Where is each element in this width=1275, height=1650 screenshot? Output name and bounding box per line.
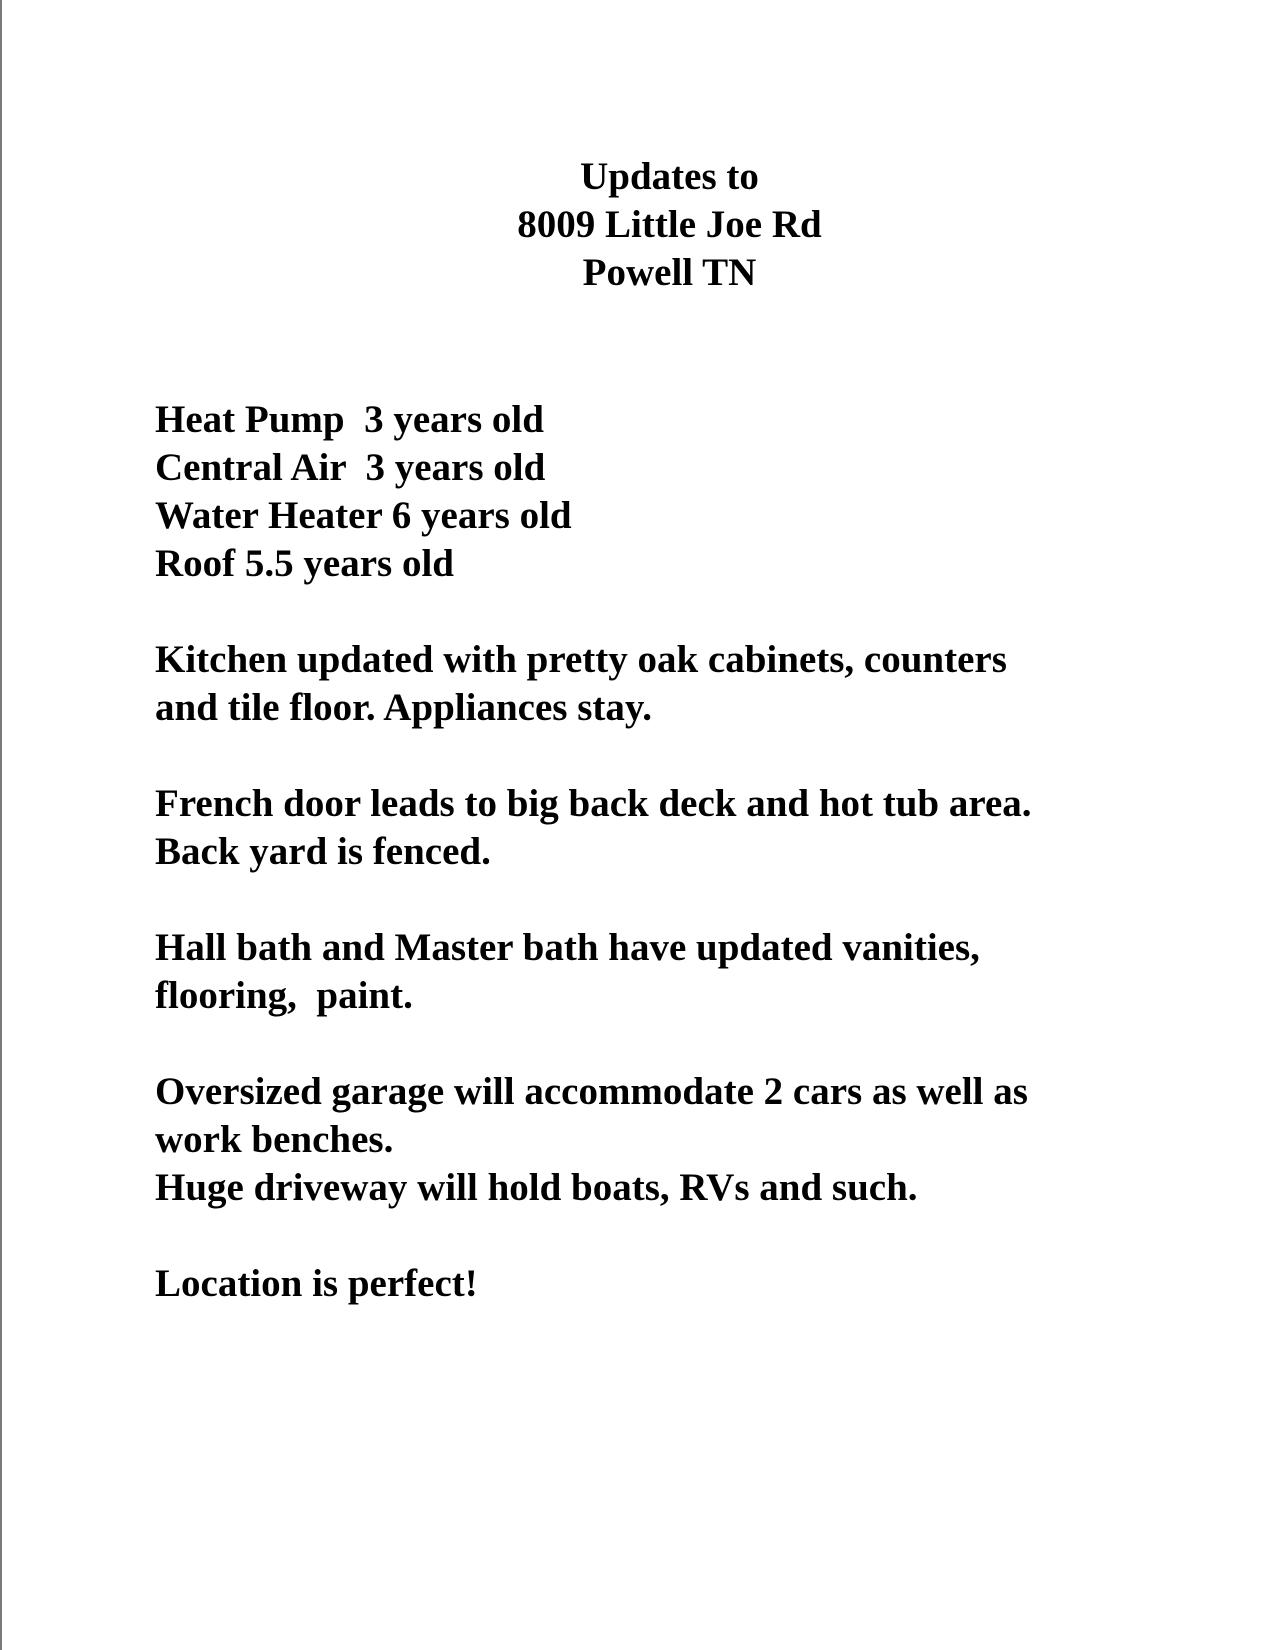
document-body [155, 396, 1155, 1308]
paragraph-gap [155, 1212, 1155, 1260]
closing-line: Location is perfect! [155, 1262, 478, 1305]
paragraph-line: Kitchen updated with pretty oak cabinets, counters [155, 638, 1007, 681]
water-heater-age: Water Heater 6 years old [155, 494, 572, 537]
paragraph-line: work benches. [155, 1118, 394, 1161]
paragraph-gap [155, 1020, 1155, 1068]
paragraph-gap [155, 588, 1155, 636]
paragraph-line: Huge driveway will hold boats, RVs and such. [155, 1166, 918, 1209]
title-line-1: Updates to [580, 155, 759, 198]
deck-paragraph [155, 780, 1155, 876]
baths-paragraph [155, 924, 1155, 1020]
garage-paragraph [155, 1068, 1155, 1212]
system-ages-list [155, 396, 1155, 588]
paragraph-line: flooring, paint. [155, 974, 413, 1017]
roof-age: Roof 5.5 years old [155, 542, 454, 585]
paragraph-gap [155, 732, 1155, 780]
paragraph-line: Back yard is fenced. [155, 830, 491, 873]
kitchen-paragraph [155, 636, 1155, 732]
paragraph-line: French door leads to big back deck and hot tub area. [155, 782, 1032, 825]
document-title [0, 153, 1275, 297]
heat-pump-age: Heat Pump 3 years old [155, 398, 544, 441]
paragraph-line: and tile floor. Appliances stay. [155, 686, 652, 729]
central-air-age: Central Air 3 years old [155, 446, 546, 489]
paragraph-line: Oversized garage will accommodate 2 cars as well as [155, 1070, 1028, 1113]
paragraph-line: Hall bath and Master bath have updated vanities, [155, 926, 980, 969]
paragraph-gap [155, 876, 1155, 924]
title-address: 8009 Little Joe Rd [517, 203, 822, 246]
title-city: Powell TN [582, 251, 757, 294]
